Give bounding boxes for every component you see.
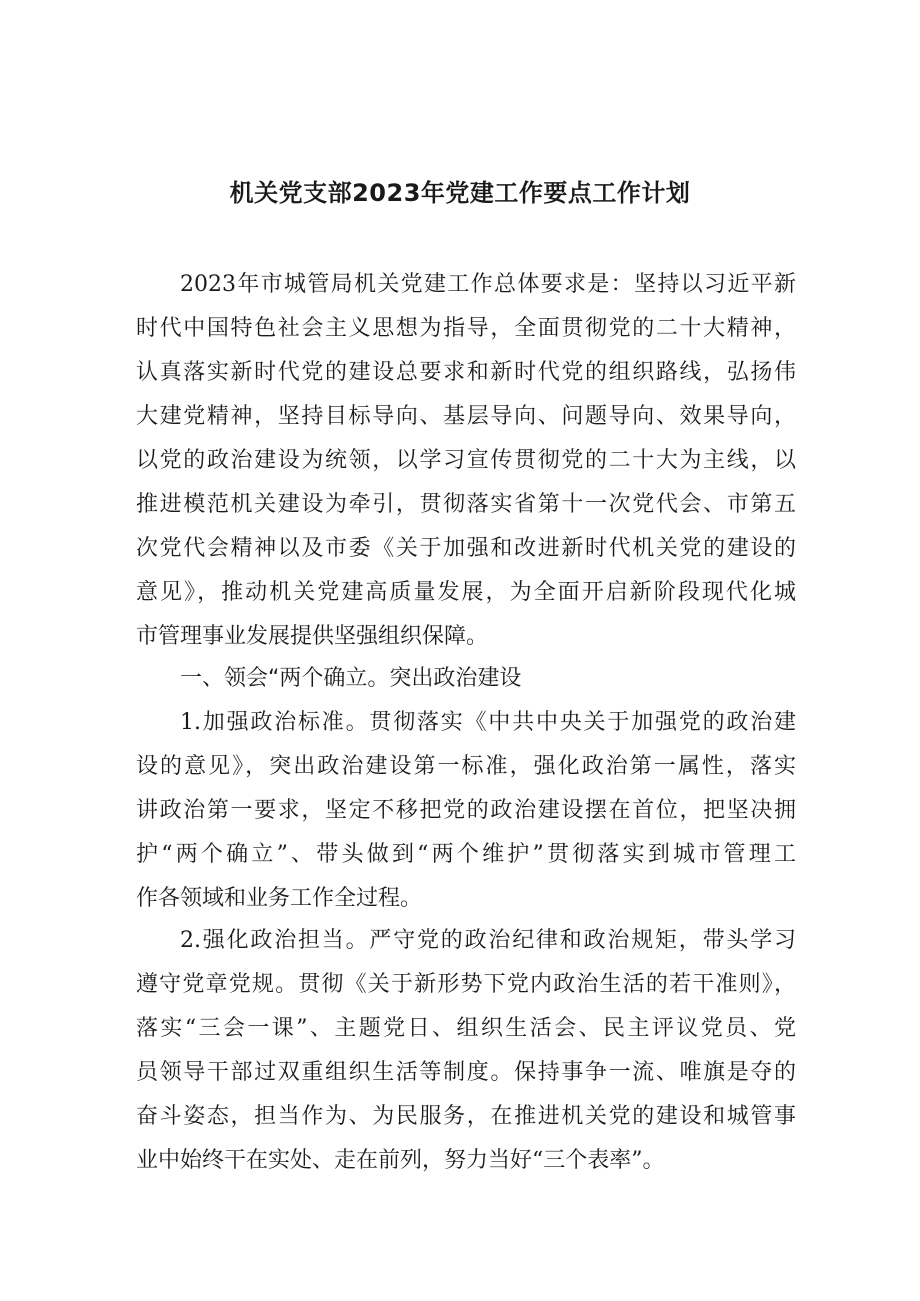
intro-line: 市管理事业发展提供坚强组织保障。 [136, 624, 489, 649]
intro-line: 以党的政治建设为统领，以学习宣传贯彻党的二十大为主线，以 [136, 448, 796, 473]
intro-line: 2023年市城管局机关党建工作总体要求是：坚持以习近平新 [180, 272, 796, 297]
item2-line: 业中始终干在实处、走在前列，努力当好“三个表率”。 [136, 1148, 665, 1173]
document-title: 机关党支部2023年党建工作要点工作计划 [229, 179, 691, 207]
intro-line: 大建党精神，坚持目标导向、基层导向、问题导向、效果导向， [136, 404, 796, 429]
item2-line: 落实“三会一课”、主题党日、组织生活会、民主评议党员、党 [136, 1016, 796, 1041]
item2-line: 员领导干部过双重组织生活等制度。保持事争一流、唯旗是夺的 [136, 1060, 796, 1085]
item1-line: 护“两个确立”、带头做到“两个维护”贯彻落实到城市管理工 [136, 842, 796, 867]
item1-line: 讲政治第一要求，坚定不移把党的政治建设摆在首位，把坚决拥 [136, 798, 796, 823]
intro-line: 次党代会精神以及市委《关于加强和改进新时代机关党的建设的 [136, 536, 796, 561]
item1-line: 作各领域和业务工作全过程。 [136, 886, 423, 911]
item2-line: 奋斗姿态，担当作为、为民服务，在推进机关党的建设和城管事 [136, 1104, 796, 1129]
intro-line: 推进模范机关建设为牵引，贯彻落实省第十一次党代会、市第五 [136, 492, 796, 517]
item2-line: 2.强化政治担当。严守党的政治纪律和政治规矩，带头学习 [180, 928, 796, 953]
intro-line: 认真落实新时代党的建设总要求和新时代党的组织路线，弘扬伟 [136, 360, 796, 385]
intro-line: 时代中国特色社会主义思想为指导，全面贯彻党的二十大精神， [136, 316, 796, 341]
section-heading: 一、领会“两个确立。突出政治建设 [180, 666, 522, 691]
item1-line: 设的意见》，突出政治建设第一标准，强化政治第一属性，落实 [136, 754, 796, 779]
intro-line: 意见》，推动机关党建高质量发展，为全面开启新阶段现代化城 [136, 580, 796, 605]
item1-line: 1.加强政治标准。贯彻落实《中共中央关于加强党的政治建 [180, 710, 796, 735]
item2-line: 遵守党章党规。贯彻《关于新形势下党内政治生活的若干准则》， [136, 972, 796, 997]
